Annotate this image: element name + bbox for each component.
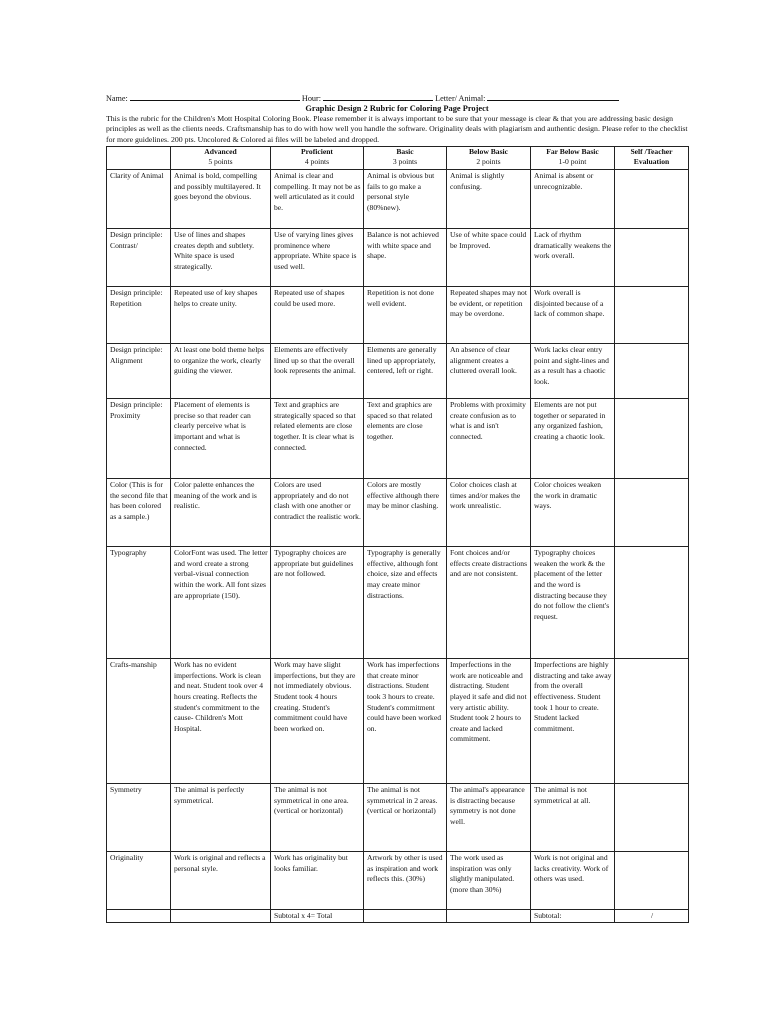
name-label: Name: — [106, 94, 128, 103]
rubric-title: Graphic Design 2 Rubric for Coloring Page Project — [305, 104, 489, 113]
table-row — [107, 547, 689, 659]
evaluation-cell[interactable] — [615, 784, 689, 852]
hour-label: Hour: — [301, 94, 322, 103]
criterion-cell: Design principle: Repetition — [107, 287, 171, 344]
advanced-cell: Animal is bold, compelling and possibly multilayered. It goes beyond the obvious. — [171, 170, 271, 229]
far-below-basic-cell: Imperfections are highly distracting and take away from the overall effectiveness. Student took 1 hour to create. Student lacked commitment. — [531, 659, 615, 784]
criterion-cell: Design principle: Contrast/ — [107, 229, 171, 287]
evaluation-cell[interactable] — [615, 287, 689, 344]
basic-cell: Artwork by other is used as inspiration and work reflects this. (30%) — [364, 852, 447, 910]
advanced-cell: Color palette enhances the meaning of the work and is realistic. — [171, 479, 271, 547]
criterion-cell: Typography — [107, 547, 171, 659]
header-basic: Basic 3 points — [364, 147, 447, 170]
subtotal-row — [107, 910, 689, 923]
below-basic-cell: Font choices and/or effects create distractions and are not consistent. — [447, 547, 531, 659]
basic-cell: Text and graphics are spaced so that related elements are close together. — [364, 399, 447, 479]
proficient-cell: Animal is clear and compelling. It may not be as well articulated as it could be. — [271, 170, 364, 229]
evaluation-cell[interactable] — [615, 479, 689, 547]
basic-cell: The animal is not symmetrical in 2 areas. (vertical or horizontal) — [364, 784, 447, 852]
proficient-cell: The animal is not symmetrical in one area. (vertical or horizontal) — [271, 784, 364, 852]
subtotal-blank-cell — [364, 910, 447, 923]
subtotal-total-label: Subtotal x 4= Total — [271, 910, 364, 923]
evaluation-cell[interactable] — [615, 399, 689, 479]
advanced-cell: ColorFont was used. The letter and word create a strong verbal-visual connection within the work. All font sizes are appropriate (150). — [171, 547, 271, 659]
criterion-cell: Design principle: Alignment — [107, 344, 171, 399]
table-row — [107, 344, 689, 399]
advanced-cell: Work has no evident imperfections. Work is clean and neat. Student took over 4 hours creating. Reflects the student's commitment to the cause- Children's Mott Hospital. — [171, 659, 271, 784]
table-row — [107, 659, 689, 784]
far-below-basic-cell: Work overall is disjointed because of a lack of common shape. — [531, 287, 615, 344]
advanced-cell: Work is original and reflects a personal style. — [171, 852, 271, 910]
proficient-cell: Typography choices are appropriate but guidelines are not followed. — [271, 547, 364, 659]
criterion-cell: Design principle: Proximity — [107, 399, 171, 479]
far-below-basic-cell: Work is not original and lacks creativity. Work of others was used. — [531, 852, 615, 910]
rubric-table — [106, 146, 689, 923]
subtotal-blank-cell — [171, 910, 271, 923]
header-advanced: Advanced 5 points — [171, 147, 271, 170]
far-below-basic-cell: The animal is not symmetrical at all. — [531, 784, 615, 852]
header-criterion — [107, 147, 171, 170]
below-basic-cell: An absence of clear alignment creates a cluttered overall look. — [447, 344, 531, 399]
advanced-cell: At least one bold theme helps to organize the work, clearly guiding the viewer. — [171, 344, 271, 399]
advanced-cell: Placement of elements is precise so that reader can clearly perceive what is important and what is connected. — [171, 399, 271, 479]
header-below-basic: Below Basic 2 points — [447, 147, 531, 170]
advanced-cell: Use of lines and shapes creates depth and subtlety. White space is used strategically. — [171, 229, 271, 287]
criterion-cell: Symmetry — [107, 784, 171, 852]
table-row — [107, 784, 689, 852]
header-self-teacher-evaluation: Self /Teacher Evaluation — [615, 147, 689, 170]
name-field[interactable] — [130, 92, 300, 101]
proficient-cell: Colors are used appropriately and do not clash with one another or contradict the realistic work. — [271, 479, 364, 547]
advanced-cell: The animal is perfectly symmetrical. — [171, 784, 271, 852]
header-far-below-basic: Far Below Basic 1-0 point — [531, 147, 615, 170]
proficient-cell: Work may have slight imperfections, but they are not immediately obvious. Student took 4 hours creating. Student's commitment could have been worked on. — [271, 659, 364, 784]
criterion-cell: Crafts-manship — [107, 659, 171, 784]
basic-cell: Elements are generally lined up appropriately, centered, left or right. — [364, 344, 447, 399]
far-below-basic-cell: Work lacks clear entry point and sight-lines and as a result has a chaotic look. — [531, 344, 615, 399]
evaluation-cell[interactable] — [615, 547, 689, 659]
basic-cell: Typography is generally effective, although font choice, size and effects may create minor distractions. — [364, 547, 447, 659]
basic-cell: Repetition is not done well evident. — [364, 287, 447, 344]
proficient-cell: Repeated use of shapes could be used more. — [271, 287, 364, 344]
below-basic-cell: Use of white space could be Improved. — [447, 229, 531, 287]
below-basic-cell: Animal is slightly confusing. — [447, 170, 531, 229]
far-below-basic-cell: Elements are not put together or separated in any organized fashion, creating a chaotic look. — [531, 399, 615, 479]
below-basic-cell: Imperfections in the work are noticeable and distracting. Student played it safe and did not very artistic ability. Student took 2 hours to create and lacked commitment. — [447, 659, 531, 784]
below-basic-cell: The animal's appearance is distracting because symmetry is not done well. — [447, 784, 531, 852]
below-basic-cell: Repeated shapes may not be evident, or repetition may be overdone. — [447, 287, 531, 344]
below-basic-cell: Problems with proximity create confusion as to what is and isn't connected. — [447, 399, 531, 479]
proficient-cell: Text and graphics are strategically spaced so that related elements are close together. It is clear what is connected. — [271, 399, 364, 479]
rubric-page — [106, 92, 688, 923]
far-below-basic-cell: Animal is absent or unrecognizable. — [531, 170, 615, 229]
letter-animal-field[interactable] — [487, 92, 619, 101]
subtotal-label: Subtotal: — [531, 910, 615, 923]
far-below-basic-cell: Color choices weaken the work in dramatic ways. — [531, 479, 615, 547]
criterion-cell: Clarity of Animal — [107, 170, 171, 229]
evaluation-cell[interactable] — [615, 852, 689, 910]
hour-field[interactable] — [323, 92, 433, 101]
below-basic-cell: Color choices clash at times and/or makes the work unrealistic. — [447, 479, 531, 547]
criterion-cell: Color (This is for the second file that has been colored as a sample.) — [107, 479, 171, 547]
table-row — [107, 287, 689, 344]
letter-animal-label: Letter/ Animal: — [435, 94, 486, 103]
far-below-basic-cell: Lack of rhythm dramatically weakens the work overall. — [531, 229, 615, 287]
subtotal-blank-cell — [447, 910, 531, 923]
table-row — [107, 852, 689, 910]
proficient-cell: Use of varying lines gives prominence where appropriate. White space is used well. — [271, 229, 364, 287]
far-below-basic-cell: Typography choices weaken the work & the placement of the letter and the word is distracting because they do not follow the client's request. — [531, 547, 615, 659]
proficient-cell: Elements are effectively lined up so that the overall look represents the animal. — [271, 344, 364, 399]
basic-cell: Colors are mostly effective although there may be minor clashing. — [364, 479, 447, 547]
criterion-cell: Originality — [107, 852, 171, 910]
basic-cell: Work has imperfections that create minor distractions. Student took 3 hours to create. Student's commitment could have been worked on. — [364, 659, 447, 784]
subtotal-blank-cell — [107, 910, 171, 923]
evaluation-cell[interactable] — [615, 659, 689, 784]
table-row — [107, 399, 689, 479]
evaluation-cell[interactable] — [615, 344, 689, 399]
advanced-cell: Repeated use of key shapes helps to create unity. — [171, 287, 271, 344]
rubric-intro: This is the rubric for the Children's Mott Hospital Coloring Book. Please remember it is always important to be sure that your message is clear & that you are addressing basic design principles as well as the clients needs. Craftsmanship has to do with how well you handle the software. Originality deals with plagiarism and authentic design. Please refer to the checklist for more guidelines. 200 pts. Uncolored & Colored ai files will be labeled and dropped. — [106, 114, 688, 144]
student-info-line — [106, 92, 688, 104]
basic-cell: Balance is not achieved with white space and shape. — [364, 229, 447, 287]
table-row — [107, 479, 689, 547]
score-total-field[interactable]: / — [615, 910, 689, 923]
table-row — [107, 229, 689, 287]
header-proficient: Proficient 4 points — [271, 147, 364, 170]
below-basic-cell: The work used as inspiration was only slightly manipulated. (more than 30%) — [447, 852, 531, 910]
table-header-row — [107, 147, 689, 170]
basic-cell: Animal is obvious but fails to go make a personal style (80%new). — [364, 170, 447, 229]
proficient-cell: Work has originality but looks familiar. — [271, 852, 364, 910]
table-row — [107, 170, 689, 229]
evaluation-cell[interactable] — [615, 229, 689, 287]
evaluation-cell[interactable] — [615, 170, 689, 229]
